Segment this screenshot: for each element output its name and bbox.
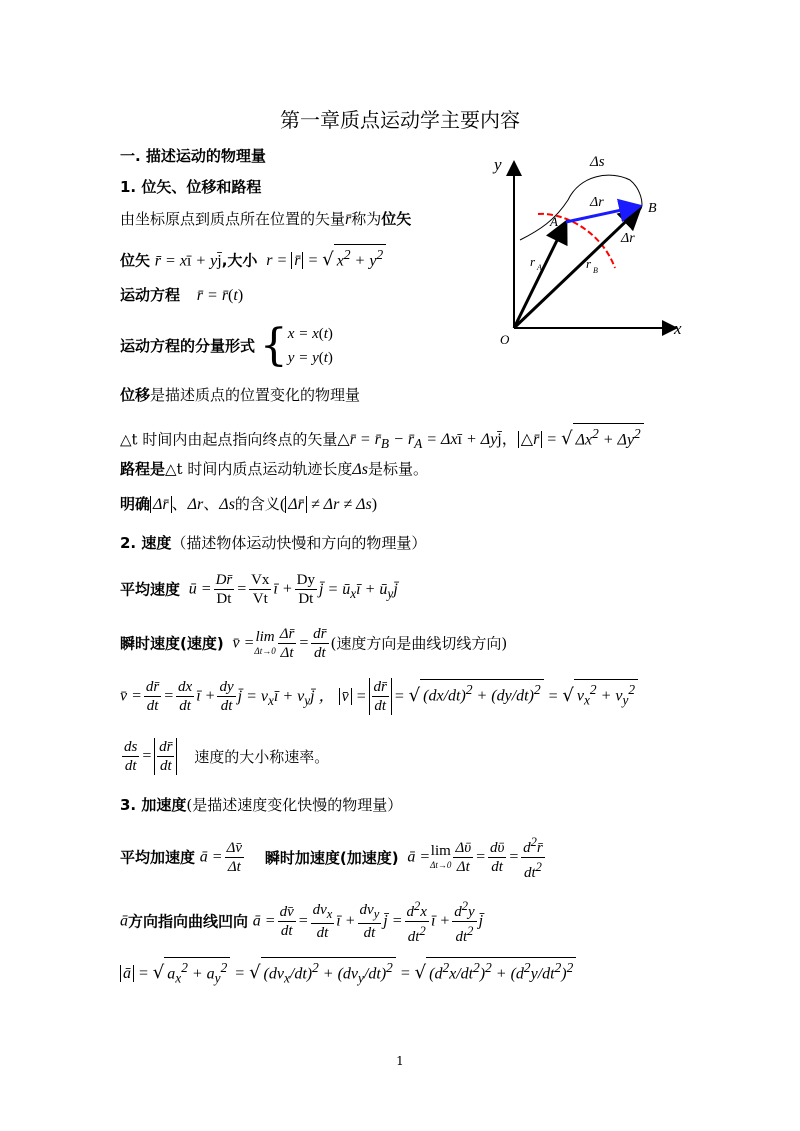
fraction: $\frac{dv̄}{dt}$	[279, 904, 294, 939]
op: ī +	[430, 912, 451, 930]
text: 的含义	[234, 495, 280, 513]
formula: v̄ =	[228, 634, 255, 652]
op: ī +	[196, 687, 216, 705]
label: 位矢	[120, 251, 151, 270]
dr-label: Δr	[621, 231, 635, 246]
formula: △r̄ = $r̄_B$ − $r̄_A$ = Δxī + Δyj̄， △r̄ = √ $\Delta x^2 + \Delta y^2$	[337, 431, 643, 448]
fraction: $\frac{dy}{dt}$	[219, 679, 234, 714]
formula: r̄ = r̄(t)	[184, 287, 244, 304]
x-axis-label: x	[674, 319, 682, 338]
velocity-components	[120, 678, 638, 718]
label: 2. 速度	[120, 534, 172, 552]
text: 是标量。	[367, 460, 428, 478]
label: 方向指向曲线凹向	[128, 912, 249, 931]
limit: lim Δt→0	[254, 628, 276, 656]
ra-label: r	[530, 254, 536, 269]
op: =	[297, 912, 309, 930]
op: =	[298, 634, 310, 652]
formula-r: r̄	[345, 211, 352, 228]
motion-equation	[120, 285, 243, 306]
fraction: $\frac{dr̄}{dt}$	[154, 738, 177, 775]
formula: Δr̄ 、Δr、Δs	[150, 496, 235, 513]
formula: ( Δr̄ ≠ Δr ≠ Δs)	[279, 496, 378, 513]
fraction: $\frac{Dr̄}{Dt}$	[215, 572, 233, 607]
op: =	[475, 848, 486, 866]
label: 位移	[120, 386, 151, 404]
label: ,大小	[221, 251, 258, 270]
formula: Δs	[352, 461, 368, 478]
text-bold: 位矢	[381, 210, 412, 228]
acceleration-magnitude	[120, 957, 576, 1001]
fraction: $\frac{dx}{dt}$	[178, 679, 193, 714]
op: ī +	[273, 580, 293, 598]
point-a-label: A	[550, 214, 558, 229]
op: =	[236, 580, 248, 598]
displacement-definition	[120, 385, 360, 405]
fraction: $\frac{\text{Δῡ}}{\Delta t}$	[455, 840, 472, 875]
label: 运动方程的分量形式	[120, 337, 256, 355]
op: =	[163, 687, 175, 705]
formula: r̄ = xī + yj̄	[154, 252, 222, 270]
formula-stack: x = x(t) y = y(t)	[287, 326, 333, 366]
subsection-heading-3	[120, 795, 402, 815]
fraction: $\frac{dr̄}{dt}$	[145, 679, 160, 714]
text: 由坐标原点到质点所在位置的矢量	[120, 210, 346, 228]
fraction: $\frac{dr̄}{dt}$	[369, 678, 392, 715]
fraction: $\frac{dr̄}{dt}$	[313, 626, 327, 661]
op: =	[508, 848, 520, 866]
label: 明确	[120, 495, 151, 513]
formula: ā =	[403, 848, 431, 866]
op: j̄ = $ū_xī$ + $ū_yj̄$	[319, 580, 398, 601]
formula: ū =	[184, 580, 212, 598]
op: j̄	[478, 912, 484, 930]
fraction: $\frac{\Delta v̄}{\Delta t}$	[226, 840, 243, 875]
page-title: 第一章质点运动学主要内容	[280, 108, 520, 132]
path-definition	[120, 459, 428, 480]
section-heading: 一. 描述运动的物理量	[120, 147, 266, 165]
acceleration-components	[120, 897, 484, 945]
position-vector-formula	[120, 244, 386, 271]
fraction: $\frac{\Delta r̄}{\Delta t}$	[279, 626, 295, 661]
formula: ā = √ $a_x^2 + a_y^2$ = √ $(dv_x/dt)^2 + (dv_y/dt)^2$ = √ $(d^2x/dt^2)^2 + (d^2y/dt^2)^2$	[120, 965, 576, 982]
fraction: $\frac{dv_y}{dt}$	[359, 902, 380, 941]
component-form	[120, 322, 333, 372]
fraction: $\frac{Dy}{Dt}$	[296, 572, 315, 607]
op: ī +	[336, 912, 356, 930]
speed	[120, 738, 329, 778]
formula-magnitude: r = r̄ = √ $x^2 + y^2$	[262, 252, 386, 269]
point-b-label: B	[648, 201, 657, 216]
fraction: $\frac{ds}{dt}$	[124, 739, 138, 774]
op: = √ $(dx/dt)^2 + (dy/dt)^2$ = √ $v_x^2 + v_y^2$	[394, 688, 638, 705]
text: 称为	[351, 210, 382, 228]
fraction: $\frac{d^2x}{dt^2}$	[406, 899, 427, 945]
rb-subscript: B	[593, 266, 598, 275]
fraction: $\frac{\text{dῡ}}{dt}$	[489, 840, 505, 875]
clarification	[120, 494, 377, 515]
ds-label: Δs	[590, 154, 605, 170]
subsection-heading-1: 1. 位矢、位移和路程	[120, 178, 262, 196]
motion-diagram	[490, 150, 700, 350]
displacement-label: Δr	[590, 195, 604, 210]
label: 运动方程	[120, 286, 181, 304]
text: 是描述质点的位置变化的物理量	[150, 386, 361, 404]
position-vector-definition	[120, 209, 411, 230]
brace: {	[259, 320, 288, 371]
formula: ā	[120, 912, 128, 930]
formula: ā =	[252, 912, 276, 930]
formula: ā =	[199, 848, 223, 866]
text: △t 时间内质点运动轨迹长度	[165, 460, 353, 478]
fraction: $\frac{d^2r̄}{dt^2}$	[523, 835, 543, 881]
ra-subscript: A	[537, 263, 542, 272]
label: 平均加速度	[120, 848, 196, 867]
formula: v̄ =	[120, 687, 142, 705]
acceleration	[120, 833, 547, 881]
displacement-vector	[120, 423, 644, 455]
average-velocity	[120, 571, 398, 611]
op: j̄ = $v_xī$ + $v_yj̄$ ， v̄ =	[237, 687, 367, 708]
fraction: $\frac{d^2y}{dt^2}$	[454, 899, 475, 945]
page-number: 1	[396, 1054, 404, 1068]
text: （描述物体运动快慢和方向的物理量）	[171, 534, 427, 552]
label: 瞬时速度(速度)	[120, 634, 224, 653]
fraction: $\frac{dv_x}{dt}$	[312, 902, 333, 941]
label: 3. 加速度	[120, 796, 187, 814]
limit: lim Δt→0	[430, 842, 452, 870]
op: =	[141, 747, 153, 765]
op: j̄ =	[383, 912, 403, 930]
vector-ra	[514, 222, 566, 328]
instant-velocity	[120, 625, 507, 665]
label: 瞬时加速度(加速度)	[264, 848, 399, 867]
text: (速度方向是曲线切线方向)	[330, 634, 508, 653]
label: 路程是	[120, 460, 166, 478]
text: △t 时间内由起点指向终点的矢量	[120, 430, 338, 449]
rb-label: r	[586, 256, 592, 271]
text: 速度的大小称速率。	[194, 747, 330, 766]
fraction: $\frac{Vx}{Vt}$	[251, 572, 270, 607]
text: (是描述速度变化快慢的物理量）	[186, 796, 403, 814]
label: 平均速度	[120, 580, 181, 599]
subsection-heading-2	[120, 533, 426, 553]
origin-label: O	[500, 332, 510, 347]
y-axis-label: y	[494, 155, 502, 174]
